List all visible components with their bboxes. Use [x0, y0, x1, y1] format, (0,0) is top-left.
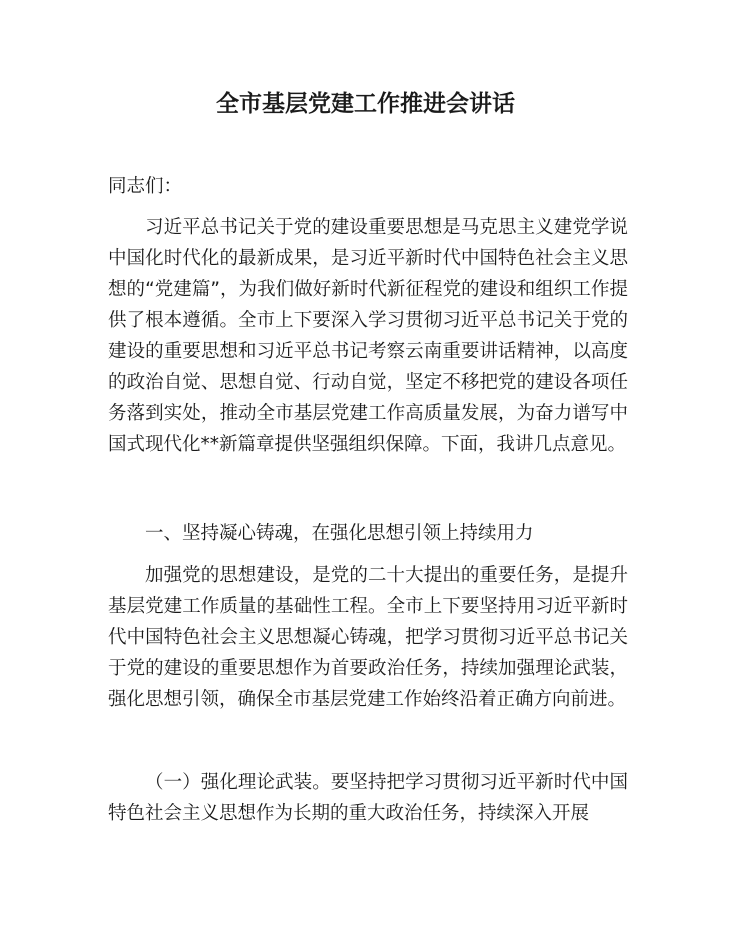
- paragraph-intro: 习近平总书记关于党的建设重要思想是马克思主义建党学说中国化时代化的最新成果，是习近平新时代中国特色社会主义思想的“党建篇”，为我们做好新时代新征程党的建设和组织工作提供了根本遵循。全市上下要深入学习贯彻习近平总书记关于党的建设的重要思想和习近平总书记考察云南重要讲话精神，以高度的政治自觉、思想自觉、行动自觉，坚定不移把党的建设各项任务落到实处，推动全市基层党建工作高质量发展，为奋力谱写中国式现代化**新篇章提供坚强组织保障。下面，我讲几点意见。: [108, 217, 628, 455]
- paragraph-subsection-1: （一）强化理论武装。要坚持把学习贯彻习近平新时代中国特色社会主义思想作为长期的重大政治任务，持续深入开展: [108, 772, 628, 824]
- paragraph-section-1: 加强党的思想建设，是党的二十大提出的重要任务，是提升基层党建工作质量的基础性工程。全市上下要坚持用习近平新时代中国特色社会主义思想凝心铸魂，把学习贯彻习近平总书记关于党的建设的重要思想作为首要政治任务，持续加强理论武装，强化思想引领，确保全市基层党建工作始终沿着正确方向前进。: [108, 565, 628, 710]
- document-title: 全市基层党建工作推进会讲话: [216, 91, 515, 117]
- salutation: 同志们：: [108, 176, 183, 197]
- section-heading-1: 一、坚持凝心铸魂，在强化思想引领上持续用力: [145, 523, 534, 544]
